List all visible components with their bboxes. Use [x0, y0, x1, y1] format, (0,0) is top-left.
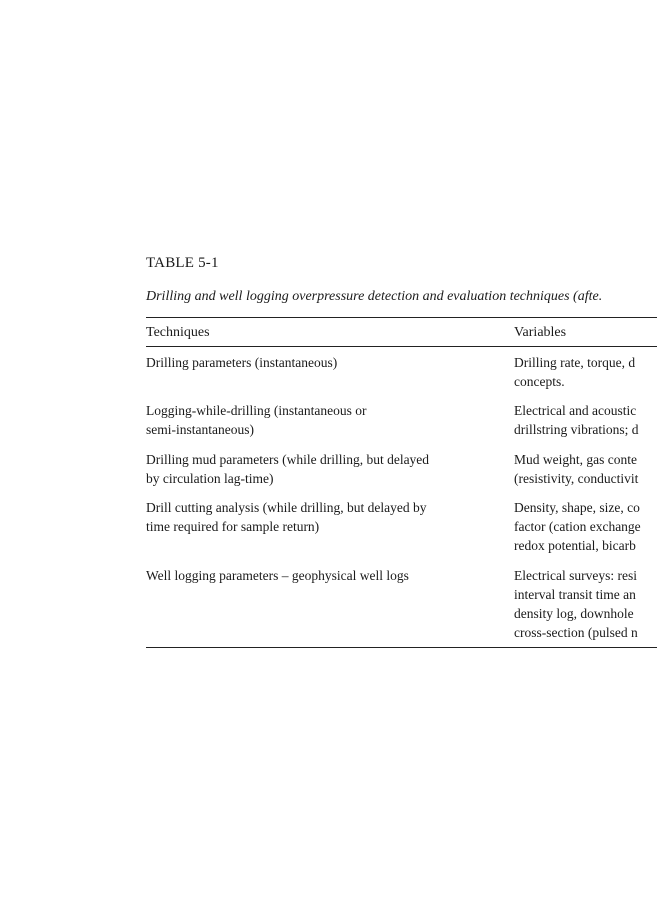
table-number: TABLE 5-1 [146, 255, 219, 271]
cell-line: drillstring vibrations; d [514, 422, 639, 437]
cell-line: Electrical and acoustic [514, 403, 637, 418]
cell-line: interval transit time an [514, 587, 636, 602]
variables-cell [514, 353, 657, 391]
column-header-techniques: Techniques [146, 325, 210, 340]
variables-cell [514, 566, 657, 642]
technique-cell [146, 401, 501, 439]
cell-line: Drilling parameters (instantaneous) [146, 355, 338, 370]
cell-line: Density, shape, size, co [514, 500, 640, 515]
cell-line: factor (cation exchange [514, 519, 641, 534]
cell-line: Well logging parameters – geophysical well logs [146, 568, 409, 583]
technique-cell [146, 498, 501, 536]
cell-line: Drilling mud parameters (while drilling, but delayed [146, 452, 430, 467]
cell-line: Electrical surveys: resi [514, 568, 637, 583]
top-rule [146, 317, 657, 318]
cell-line: by circulation lag-time) [146, 471, 274, 486]
cell-line: (resistivity, conductivit [514, 471, 639, 486]
bottom-rule [146, 647, 657, 648]
variables-cell [514, 401, 657, 439]
cell-line: density log, downhole [514, 606, 634, 621]
cell-line: concepts. [514, 374, 565, 389]
technique-cell [146, 566, 501, 585]
cell-line: semi-instantaneous) [146, 422, 254, 437]
cell-line: Drilling rate, torque, d [514, 355, 636, 370]
cell-line: redox potential, bicarb [514, 538, 636, 553]
cell-line: Logging-while-drilling (instantaneous or [146, 403, 367, 418]
cell-line: cross-section (pulsed n [514, 625, 638, 640]
technique-cell [146, 353, 501, 372]
cell-line: Mud weight, gas conte [514, 452, 637, 467]
variables-cell [514, 450, 657, 488]
cell-line: time required for sample return) [146, 519, 320, 534]
header-rule [146, 346, 657, 347]
technique-cell [146, 450, 501, 488]
column-header-variables: Variables [514, 325, 567, 340]
variables-cell [514, 498, 657, 555]
table-caption: Drilling and well logging overpressure detection and evaluation techniques (afte. [146, 289, 603, 304]
cell-line: Drill cutting analysis (while drilling, but delayed by [146, 500, 427, 515]
